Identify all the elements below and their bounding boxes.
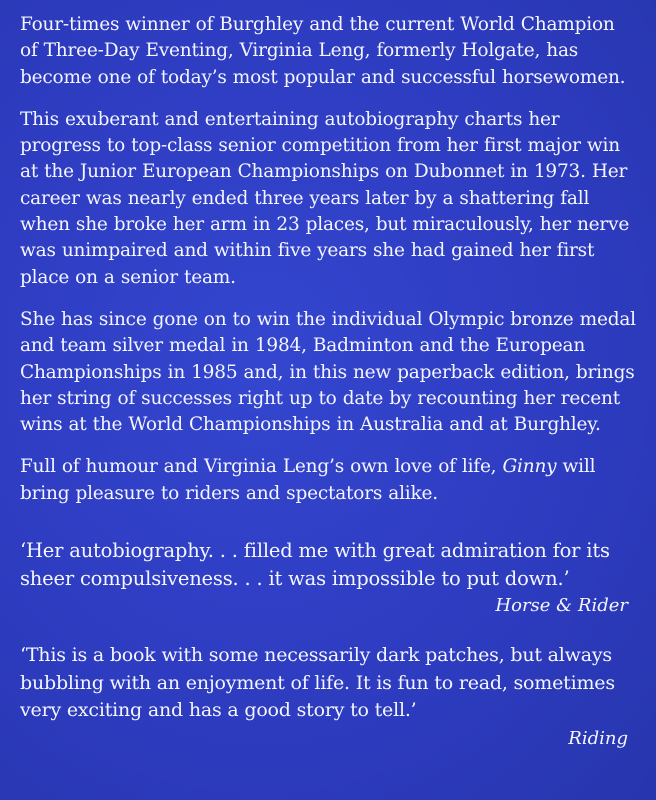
blurb-paragraph-3: She has since gone on to win the individual Olympic bronze medal and team silver medal in 1984, Badminton and the European Championships in 1985 and, in this new paperback edition, brings her string of successes right up to date by recounting her recent wins at the World Championships in Australia and at Burghley. (20, 308, 636, 436)
review-quote-text: ‘Her autobiography. . . filled me with great admiration for its sheer compulsiveness. . . it was impossible to put down.’ (20, 539, 610, 590)
book-title: Ginny (502, 456, 557, 478)
review-source: Horse & Rider (495, 595, 628, 617)
review-quote-1 (20, 537, 636, 618)
review-quote-2 (20, 642, 636, 751)
blurb-paragraph-4-text-end: will bring pleasure to riders and spectators alike. (20, 456, 596, 504)
blurb-paragraph-4-text-start: Full of humour and Virginia Leng’s own love of life, (20, 456, 503, 478)
blurb-paragraph-4 (20, 454, 636, 507)
review-quote-text: ‘This is a book with some necessarily dark patches, but always bubbling with an enjoyment of life. It is fun to read, sometimes very exciting and has a good story to tell.’ (20, 644, 615, 722)
review-source: Riding (568, 727, 628, 749)
blurb-paragraph-1: Four-times winner of Burghley and the current World Champion of Three-Day Eventing, Virginia Leng, formerly Holgate, has become one of today’s most popular and successful horsewomen. (20, 14, 626, 88)
blurb-paragraph-2: This exuberant and entertaining autobiography charts her progress to top-class senior competition from her first major win at the Junior European Championships on Dubonnet in 1973. Her career was nearly ended three years later by a shattering fall when she broke her arm in 23 places, but miraculously, her nerve was unimpaired and within five years she had gained her first place on a senior team. (20, 108, 630, 288)
